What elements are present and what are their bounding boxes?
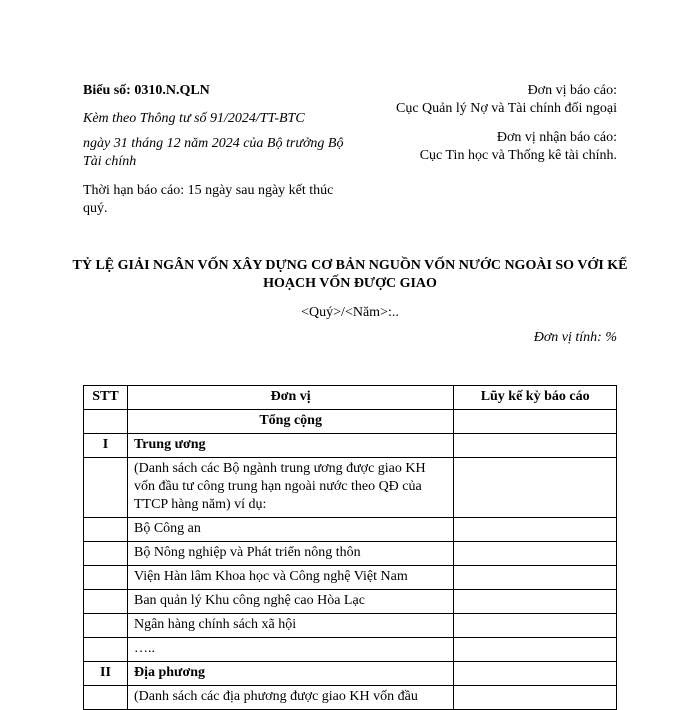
receiving-unit (337, 129, 617, 165)
circular-line-1: Kèm theo Thông tư số 91/2024/TT-BTC (83, 111, 305, 126)
form-code: Biểu số: 0310.N.QLN (83, 83, 210, 98)
row-unit: Ngân hàng chính sách xã hội (127, 613, 453, 637)
report-period: <Quý>/<Năm>:.. (301, 305, 399, 320)
row-unit: ….. (127, 637, 453, 661)
table-row (84, 458, 617, 518)
row-stt: II (84, 661, 128, 685)
table-header-row (84, 386, 617, 410)
row-value (454, 410, 617, 434)
table-row (84, 434, 617, 458)
row-stt (84, 637, 128, 661)
header-cumulative: Lũy kế kỳ báo cáo (454, 386, 617, 410)
table-row (84, 410, 617, 434)
table-row (84, 661, 617, 685)
row-unit: Ban quản lý Khu công nghệ cao Hòa Lạc (127, 589, 453, 613)
reporting-unit (337, 82, 617, 118)
row-stt (84, 410, 128, 434)
row-stt (84, 517, 128, 541)
row-value (454, 517, 617, 541)
row-unit: Viện Hàn lâm Khoa học và Công nghệ Việt Nam (127, 565, 453, 589)
row-unit: Bộ Công an (127, 517, 453, 541)
row-value (454, 637, 617, 661)
report-table (83, 385, 617, 710)
row-unit: Tổng cộng (127, 410, 453, 434)
row-unit: Trung ương (127, 434, 453, 458)
row-stt: I (84, 434, 128, 458)
receiving-unit-label: Đơn vị nhận báo cáo: (496, 130, 617, 145)
header-stt: STT (84, 386, 128, 410)
row-value (454, 613, 617, 637)
row-unit: Địa phương (127, 661, 453, 685)
circular-reference (83, 110, 358, 179)
row-stt (84, 565, 128, 589)
row-stt (84, 541, 128, 565)
table-row (84, 589, 617, 613)
table-row (84, 637, 617, 661)
row-value (454, 685, 617, 709)
report-deadline: Thời hạn báo cáo: 15 ngày sau ngày kết thúc quý. (83, 183, 334, 217)
unit-of-measure: Đơn vị tính: % (533, 330, 617, 345)
table-row (84, 541, 617, 565)
row-value (454, 541, 617, 565)
table-row (84, 613, 617, 637)
row-stt (84, 685, 128, 709)
row-unit: (Danh sách các địa phương được giao KH vốn đầu (127, 685, 453, 709)
table-row (84, 565, 617, 589)
row-value (454, 434, 617, 458)
reporting-unit-label: Đơn vị báo cáo: (527, 83, 617, 98)
header-unit: Đơn vị (127, 386, 453, 410)
table-row (84, 685, 617, 709)
row-stt (84, 613, 128, 637)
table-row (84, 517, 617, 541)
document-title: TỶ LỆ GIẢI NGÂN VỐN XÂY DỰNG CƠ BẢN NGUỒN VỐN NƯỚC NGOÀI SO VỚI KẾ HOẠCH VỐN ĐƯỢC GIAO (72, 258, 628, 292)
receiving-unit-name: Cục Tin học và Thống kê tài chính. (419, 148, 617, 164)
row-value (454, 565, 617, 589)
row-stt (84, 458, 128, 518)
row-value (454, 661, 617, 685)
circular-line-2: ngày 31 tháng 12 năm 2024 của Bộ trưởng Bộ Tài chính (83, 136, 344, 170)
reporting-unit-name: Cục Quản lý Nợ và Tài chính đối ngoại (396, 101, 617, 117)
row-value (454, 458, 617, 518)
row-stt (84, 589, 128, 613)
row-unit: (Danh sách các Bộ ngành trung ương được giao KH vốn đầu tư công trung hạn ngoài nước theo QĐ của TTCP hàng năm) ví dụ: (127, 458, 453, 518)
row-value (454, 589, 617, 613)
row-unit: Bộ Nông nghiệp và Phát triển nông thôn (127, 541, 453, 565)
